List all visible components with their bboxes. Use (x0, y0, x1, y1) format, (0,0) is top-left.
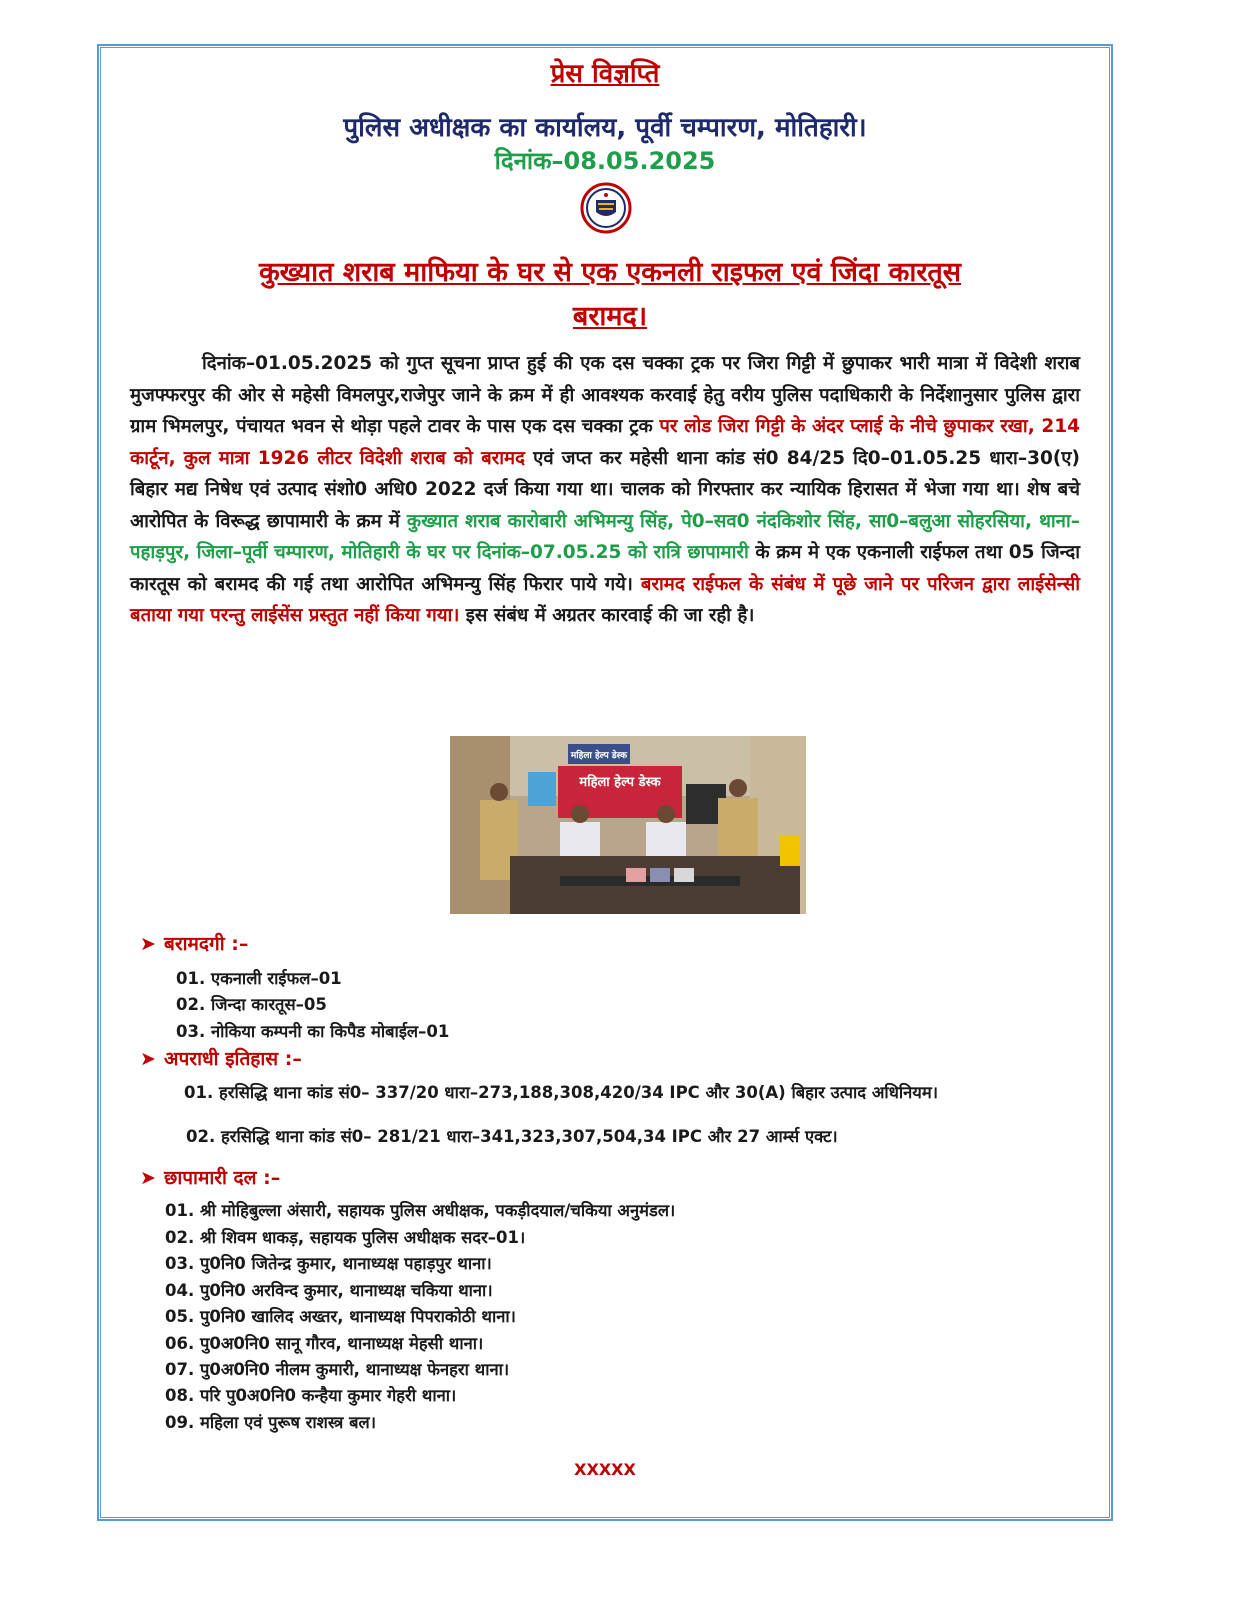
team-member: 02. श्री शिवम धाकड़, सहायक पुलिस अधीक्षक सदर–01। (165, 1228, 526, 1247)
arrow-bullet-icon: ➤ (140, 1048, 156, 1070)
headline-line-1: कुख्यात शराब माफिया के घर से एक एकनली राइफल एवं जिंदा कारतूस (258, 257, 962, 288)
recovery-item: 02. जिन्दा कारतूस–05 (176, 995, 327, 1014)
body-paragraph: दिनांक–01.05.2025 को गुप्त सूचना प्राप्त हुई की एक दस चक्का ट्रक पर जिरा गिट्टी में छुपाकर भारी मात्रा में विदेशी शराब मुजफ्फरपुर की ओर से महेसी विमलपुर,राजेपुर जाने के क्रम में ही आवश्यक करवाई हेतु वरीय पुलिस पदाधिकारी के निर्देशानुसार पुलिस द्वारा ग्राम भिमलपुर, पंचायत भवन से थोड़ा पहले टावर के पास एक दस चक्का ट्रक पर लोड जिरा गिट्टी के अंदर प्लाई के नीचे छुपाकर रखा, 214 कार्टून, कुल मात्रा 1926 लीटर विदेशी शराब को बरामद एवं जप्त कर महेसी थाना कांड सं0 84/25 दि0–01.05.25 धारा–30(ए) बिहार मद्य निषेध एवं उत्पाद संशो0 अधि0 2022 दर्ज किया गया था। चालक को गिरफ्तार कर न्यायिक हिरासत में भेजा गया था। शेष बचे आरोपित के विरूद्ध छापामारी के क्रम में कुख्यात शराब कारोबारी अभिमन्यु सिंह, पे0–सव0 नंदकिशोर सिंह, सा0–बलुआ सोहरसिया, थाना–पहाड़पुर, जिला–पूर्वी चम्पारण, मोतिहारी के घर पर दिनांक–07.05.25 को रात्रि छापामारी के क्रम मे एक एकनाली राईफल तथा 05 जिन्दा कारतूस को बरामद की गई तथा आरोपित अभिमन्यु सिंह फिरार पाये गये। बरामद राईफल के संबंध में पूछे जाने पर परिजन द्वारा लाईसेन्सी बताया गया परन्तु लाईसेंस प्रस्तुत नहीं किया गया। इस संबंध में अग्रतर कारवाई की जा रही है। (130, 353, 1081, 626)
team-member: 05. पु0नि0 खालिद अख्तर, थानाध्यक्ष पिपराकोठी थाना। (165, 1307, 516, 1326)
team-member: 09. महिला एवं पुरूष राशस्त्र बल। (165, 1413, 376, 1432)
recovery-item: 03. नोकिया कम्पनी का किपैड मोबाईल–01 (176, 1022, 450, 1041)
team-member: 08. परि पु0अ0नि0 कन्हैया कुमार गेहरी थाना। (165, 1386, 457, 1405)
bihar-police-logo-icon (572, 182, 640, 234)
arrow-bullet-icon: ➤ (140, 1167, 156, 1189)
team-member: 04. पु0नि0 अरविन्द कुमार, थानाध्यक्ष चकिया थाना। (165, 1281, 493, 1300)
history-item: 02. हरसिद्धि थाना कांड सं0– 281/21 धारा–341,323,307,504,34 IPC और 27 आर्म्स एक्ट। (186, 1127, 838, 1146)
team-member: 07. पु0अ0नि0 नीलम कुमारी, थानाध्यक्ष फेनहरा थाना। (165, 1360, 510, 1379)
raid-team-heading: ➤ छापामारी दल :– (140, 1167, 281, 1189)
seizure-photo (450, 736, 806, 914)
svg-text:महिला हेल्प डेस्क: महिला हेल्प डेस्क (579, 775, 661, 790)
team-member: 01. श्री मोहिबुल्ला अंसारी, सहायक पुलिस अधीक्षक, पकड़ीदयाल/चकिया अनुमंडल। (165, 1201, 676, 1220)
recovery-item: 01. एकनाली राईफल–01 (176, 969, 342, 988)
criminal-history-heading: ➤ अपराधी इतिहास :– (140, 1048, 302, 1070)
team-member: 06. पु0अ0नि0 सानू गौरव, थानाध्यक्ष मेहसी थाना। (165, 1334, 484, 1353)
arrow-bullet-icon: ➤ (140, 933, 156, 955)
highlight-seizure: पर लोड जिरा गिट्टी के अंदर प्लाई के नीचे छुपाकर रखा, 214 कार्टून, कुल मात्रा 1926 लीटर विदेशी शराब को बरामद (130, 416, 1081, 469)
office-title: पुलिस अधीक्षक का कार्यालय, पूर्वी चम्पारण, मोतिहारी। (343, 113, 867, 143)
recovery-heading: ➤ बरामदगी :– (140, 933, 249, 955)
svg-text:महिला हेल्प डेस्क: महिला हेल्प डेस्क (570, 751, 628, 761)
release-date: दिनांक–08.05.2025 (494, 147, 716, 175)
end-mark: XXXXX (574, 1460, 636, 1479)
headline-line-2: बरामद। (572, 301, 648, 332)
team-member: 03. पु0नि0 जितेन्द्र कुमार, थानाध्यक्ष पहाड़पुर थाना। (165, 1254, 492, 1273)
history-item: 01. हरसिद्धि थाना कांड सं0– 337/20 धारा–273,188,308,420/34 IPC और 30(A) बिहार उत्पाद अधिनियम। (184, 1083, 938, 1102)
highlight-accused: कुख्यात शराब कारोबारी अभिमन्यु सिंह, पे0–सव0 नंदकिशोर सिंह, सा0–बलुआ सोहरसिया, थाना–पहाड़पुर, जिला–पूर्वी चम्पारण, मोतिहारी के घर पर दिनांक–07.05.25 को रात्रि छापामारी (130, 510, 1080, 563)
press-release-title: प्रेस विज्ञप्ति (550, 59, 660, 89)
highlight-license: बरामद राईफल के संबंध में पूछे जाने पर परिजन द्वारा लाईसेन्सी बताया गया परन्तु लाईसेंस प्रस्तुत नहीं किया गया। (130, 573, 1080, 626)
